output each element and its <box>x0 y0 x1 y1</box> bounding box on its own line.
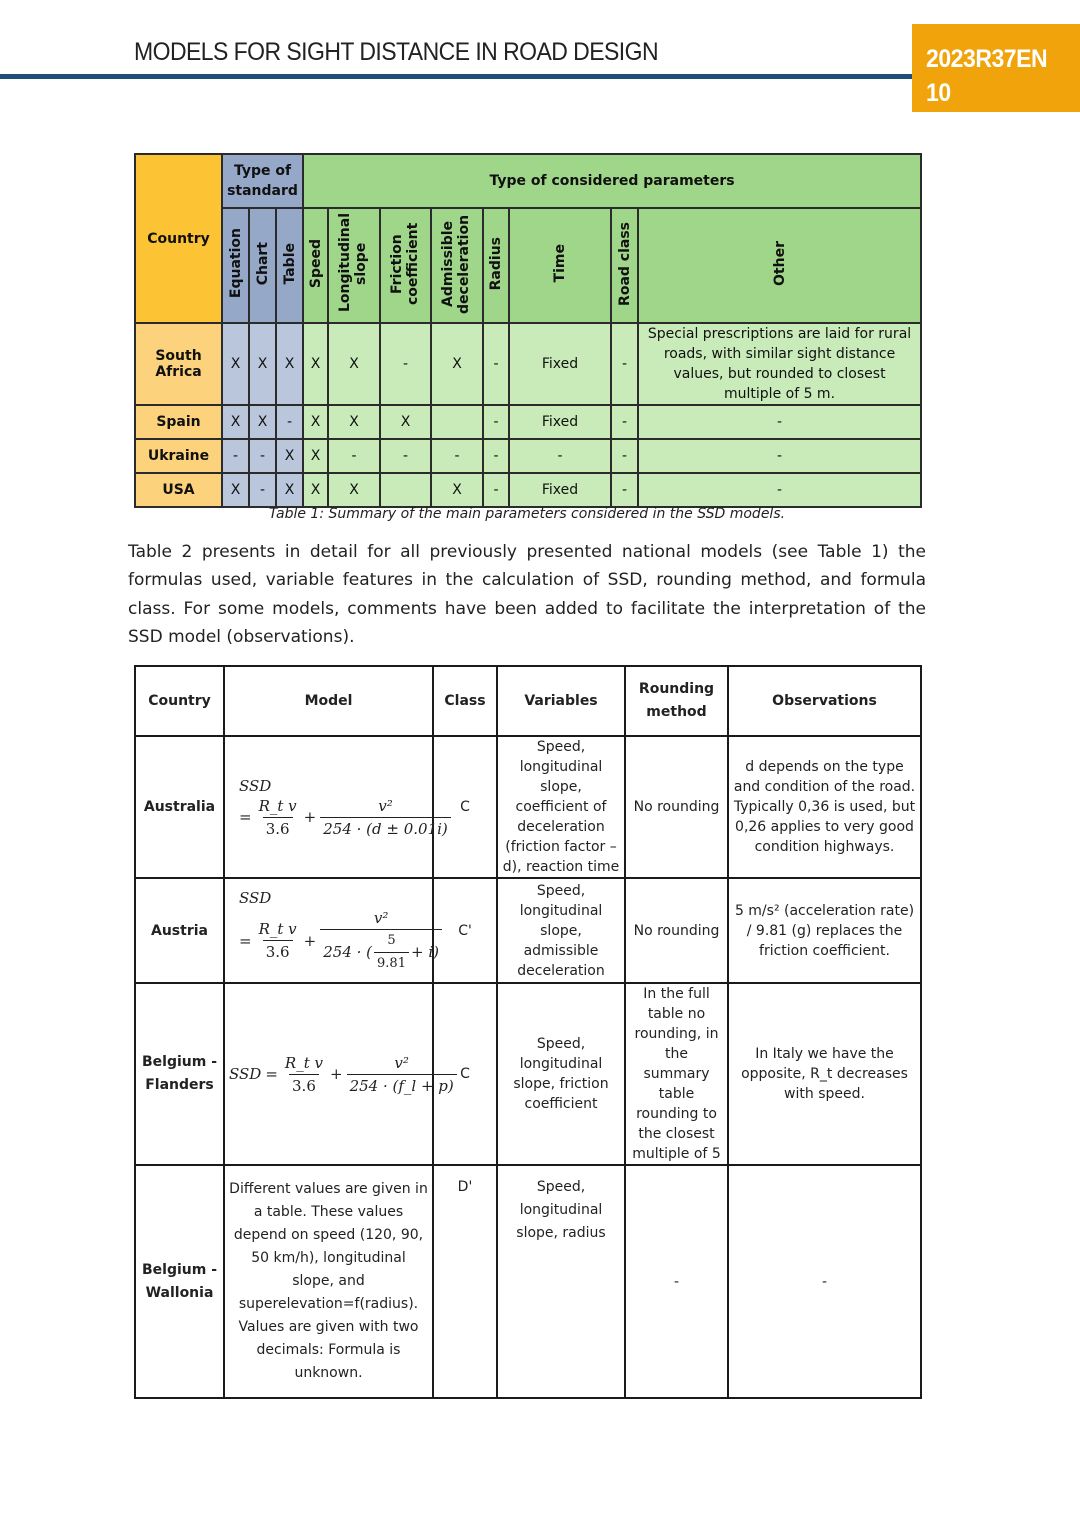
header-speed: Speed <box>303 208 328 323</box>
table-cell <box>431 405 483 439</box>
header-admissible-deceleration: Admissible deceleration <box>431 208 483 323</box>
table-cell: Fixed <box>509 405 611 439</box>
header-rounding-method: Rounding method <box>625 666 728 736</box>
header-road-class: Road class <box>611 208 638 323</box>
table-cell: Special prescriptions are laid for rural roads, with similar sight distance values, but rounded to closest multiple of 5 m. <box>638 323 921 405</box>
table-row <box>135 983 921 1165</box>
formula-lhs: SSD <box>239 776 272 795</box>
table-row <box>135 878 921 983</box>
table-cell: X <box>276 439 303 473</box>
page-number: 10 <box>926 79 951 107</box>
variables-cell: Speed, longitudinal slope, coefficient of deceleration (friction factor – d), reaction time <box>497 736 625 878</box>
observations-cell: - <box>728 1165 921 1398</box>
table-cell: - <box>638 473 921 507</box>
model-formula: SSD = $\frac{\text{R\_t v}}{3.6}$ + $\frac{\text{v²}}{254 \cdot (d \pm 0.01i)}$ <box>224 736 433 878</box>
table-cell: - <box>638 439 921 473</box>
header-observations: Observations <box>728 666 921 736</box>
class-cell: D' <box>433 1165 497 1398</box>
table-cell: - <box>483 473 509 507</box>
table-cell: X <box>328 323 380 405</box>
header-equation: Equation <box>222 208 249 323</box>
table-cell: Fixed <box>509 473 611 507</box>
table-cell: X <box>276 323 303 405</box>
header-model: Model <box>224 666 433 736</box>
table-cell: - <box>328 439 380 473</box>
header-radius: Radius <box>483 208 509 323</box>
table-header-row <box>135 666 921 736</box>
header-table: Table <box>276 208 303 323</box>
table-cell: X <box>222 323 249 405</box>
country-cell: Australia <box>135 736 224 878</box>
table-row <box>135 405 921 439</box>
observations-cell: d depends on the type and condition of the road. Typically 0,36 is used, but 0,26 applies to very good condition highways. <box>728 736 921 878</box>
table-cell: - <box>431 439 483 473</box>
class-cell: C' <box>433 878 497 983</box>
header-class: Class <box>433 666 497 736</box>
header-country: Country <box>135 154 222 323</box>
header-friction-coefficient: Friction coefficient <box>380 208 431 323</box>
table-cell: - <box>611 405 638 439</box>
table-cell: X <box>303 405 328 439</box>
rounding-cell: - <box>625 1165 728 1398</box>
country-cell: Austria <box>135 878 224 983</box>
rounding-cell: No rounding <box>625 878 728 983</box>
header-other: Other <box>638 208 921 323</box>
variables-cell: Speed, longitudinal slope, radius <box>497 1165 625 1398</box>
ssd-models-table <box>134 665 922 1399</box>
header-time: Time <box>509 208 611 323</box>
table-cell: - <box>638 405 921 439</box>
table-cell: X <box>328 405 380 439</box>
table-row <box>135 439 921 473</box>
table-cell: X <box>249 405 276 439</box>
table-cell: - <box>276 405 303 439</box>
country-cell: South Africa <box>135 323 222 405</box>
formula-lhs: SSD <box>239 888 272 907</box>
table-cell: X <box>328 473 380 507</box>
observations-cell: 5 m/s² (acceleration rate) / 9.81 (g) replaces the friction coefficient. <box>728 878 921 983</box>
table-cell: X <box>276 473 303 507</box>
body-paragraph: Table 2 presents in detail for all previously presented national models (see Table 1) the formulas used, variable features in the calculation of SSD, rounding method, and formula class. For some models, comments have been added to facilitate the interpretation of the SSD model (observations). <box>128 542 926 647</box>
table-cell: X <box>431 473 483 507</box>
header-country: Country <box>135 666 224 736</box>
table-cell: - <box>611 323 638 405</box>
document-header-title: MODELS FOR SIGHT DISTANCE IN ROAD DESIGN <box>134 38 659 66</box>
table-cell: X <box>222 405 249 439</box>
header-chart: Chart <box>249 208 276 323</box>
header-variables: Variables <box>497 666 625 736</box>
country-cell: USA <box>135 473 222 507</box>
table-cell: - <box>222 439 249 473</box>
country-cell: Belgium - Wallonia <box>135 1165 224 1398</box>
rounding-cell: In the full table no rounding, in the summary table rounding to the closest multiple of 5 <box>625 983 728 1165</box>
table-cell: - <box>509 439 611 473</box>
table-cell: X <box>222 473 249 507</box>
table-cell: - <box>249 439 276 473</box>
header-type-of-parameters: Type of considered parameters <box>303 154 921 208</box>
header-type-of-standard: Type of standard <box>222 154 303 208</box>
table-row <box>135 473 921 507</box>
parameters-summary-table <box>134 153 922 508</box>
table-cell: - <box>380 323 431 405</box>
header-rule <box>0 74 912 79</box>
class-cell: C <box>433 736 497 878</box>
table-cell: - <box>483 323 509 405</box>
model-formula: SSD = $\frac{\text{R\_t v}}{3.6}$ + $\frac{\text{v²}}{254 \cdot (f\_l + p)}$ <box>224 983 433 1165</box>
table-cell <box>380 473 431 507</box>
variables-cell: Speed, longitudinal slope, friction coefficient <box>497 983 625 1165</box>
table-cell: - <box>483 405 509 439</box>
rounding-cell: No rounding <box>625 736 728 878</box>
table-cell: X <box>303 439 328 473</box>
report-code-box <box>912 24 1080 112</box>
table-cell: X <box>249 323 276 405</box>
table-row <box>135 1165 921 1398</box>
table-cell: Fixed <box>509 323 611 405</box>
country-cell: Spain <box>135 405 222 439</box>
header-longitudinal-slope: Longitudinal slope <box>328 208 380 323</box>
table-cell: - <box>611 439 638 473</box>
model-text: Different values are given in a table. These values depend on speed (120, 90, 50 km/h), longitudinal slope, and superelevation=f(radius). Values are given with two decimals: Formula is unknown. <box>224 1165 433 1398</box>
table-cell: - <box>611 473 638 507</box>
class-cell: C <box>433 983 497 1165</box>
table-cell: X <box>380 405 431 439</box>
model-formula: SSD = $\frac{\text{R\_t v}}{3.6}$ + v² 254 · ( $\frac{5}{9.81}$ + i) <box>224 878 433 983</box>
table-cell: X <box>431 323 483 405</box>
table-cell: X <box>303 473 328 507</box>
table1-caption: Table 1: Summary of the main parameters considered in the SSD models. <box>268 506 786 522</box>
report-code: 2023R37EN <box>926 45 1048 73</box>
table-cell: - <box>483 439 509 473</box>
table-cell: - <box>249 473 276 507</box>
table-row <box>135 736 921 878</box>
table-cell: - <box>380 439 431 473</box>
country-cell: Ukraine <box>135 439 222 473</box>
table-row <box>135 323 921 405</box>
country-cell: Belgium - Flanders <box>135 983 224 1165</box>
variables-cell: Speed, longitudinal slope, admissible deceleration <box>497 878 625 983</box>
table-cell: X <box>303 323 328 405</box>
observations-cell: In Italy we have the opposite, R_t decreases with speed. <box>728 983 921 1165</box>
